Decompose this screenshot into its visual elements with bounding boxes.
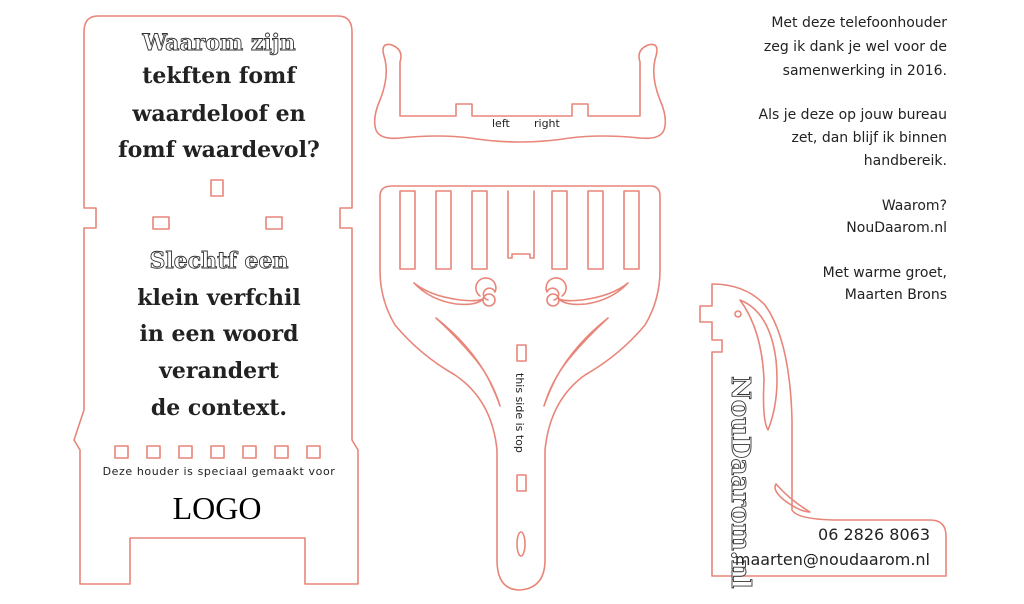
note-p3-line-2: NouDaarom.nl xyxy=(846,220,947,236)
side-brand-text: NouDaarom.nl xyxy=(725,376,755,589)
second-line-4: verandert xyxy=(159,358,279,384)
second-line-2: klein verfchil xyxy=(137,285,301,311)
fork-swoosh-left xyxy=(436,318,500,406)
second-line-3: in een woord xyxy=(139,321,299,347)
bracket-left-label: left xyxy=(492,117,510,130)
logo-placeholder: LOGO xyxy=(172,490,262,526)
note-p4-line-2: Maarten Brons xyxy=(844,287,947,303)
message-note xyxy=(759,15,948,303)
holder-footer-text: Deze houder is speciaal gemaakt voor xyxy=(102,465,336,478)
fork-side-label: this side is top xyxy=(513,373,526,453)
side-piece xyxy=(700,284,946,589)
top-bracket xyxy=(375,44,666,142)
headline-line-1: Waarom zijn xyxy=(142,30,296,56)
side-email: maarten@noudaarom.nl xyxy=(734,550,930,569)
side-piece-dot xyxy=(735,311,741,317)
headline-line-3: waardeloof en xyxy=(132,101,306,127)
headline-line-2: tekften fomf xyxy=(142,63,296,89)
front-slot-top xyxy=(211,180,223,196)
bracket-outline xyxy=(375,44,666,142)
fork-stem-oval xyxy=(517,532,525,556)
front-panel xyxy=(74,16,358,584)
bracket-right-label: right xyxy=(534,117,560,130)
note-p1-line-1: Met deze telefoonhouder xyxy=(771,15,947,31)
note-p1-line-2: zeg ik dank je wel voor de xyxy=(763,39,947,55)
fork-stem-slot-1 xyxy=(517,345,526,361)
note-p2-line-3: handbereik. xyxy=(863,153,947,169)
fork-hole-right xyxy=(547,294,559,306)
fork-hole-left xyxy=(483,294,495,306)
fork-stem-slot-2 xyxy=(517,475,526,491)
fork-piece xyxy=(380,186,660,590)
note-p1-line-3: samenwerking in 2016. xyxy=(782,63,947,79)
front-bottom-slots xyxy=(115,446,320,458)
front-slot-right xyxy=(266,217,282,229)
note-p3-line-1: Waarom? xyxy=(881,198,947,214)
second-line-5: de context. xyxy=(150,395,288,421)
fork-swoosh-right xyxy=(544,318,608,406)
second-line-1: Slechtf een xyxy=(149,248,289,274)
front-slot-left xyxy=(153,217,169,229)
fork-slots xyxy=(400,191,639,269)
note-p2-line-1: Als je deze op jouw bureau xyxy=(758,107,947,123)
side-phone: 06 2826 8063 xyxy=(818,525,930,544)
note-p2-line-2: zet, dan blijf ik binnen xyxy=(791,130,947,146)
note-p4-line-1: Met warme groet, xyxy=(822,265,947,281)
headline-line-4: fomf waardevol? xyxy=(118,137,320,163)
